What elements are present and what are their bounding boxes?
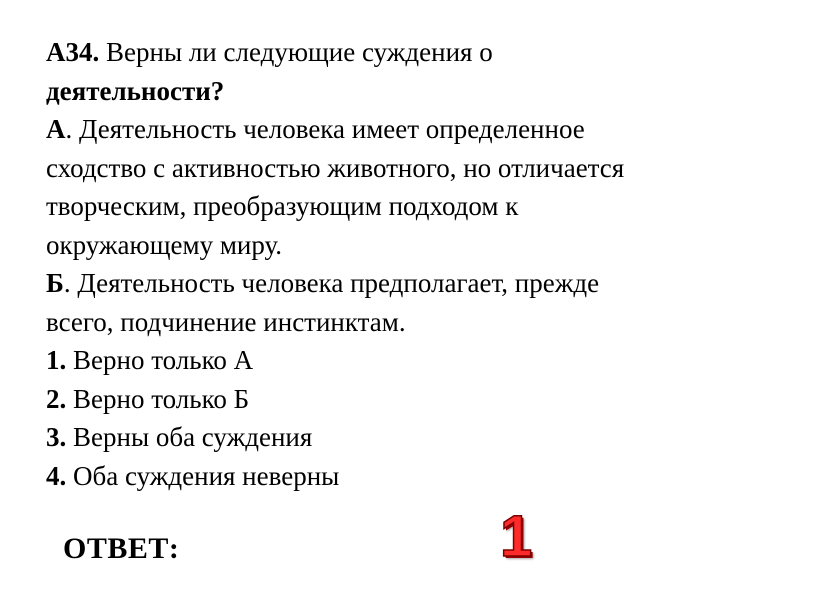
option-number: 2.	[46, 383, 67, 414]
option-4	[46, 457, 786, 496]
statement-a	[46, 110, 786, 264]
option-text: Оба суждения неверны	[66, 460, 340, 491]
option-number: 3.	[46, 422, 67, 452]
option-1	[46, 341, 786, 380]
statement-a-line4: окружающему миру.	[46, 229, 283, 260]
question-title	[46, 33, 786, 72]
statement-a-line1: . Деятельность человека имеет определенное	[65, 114, 585, 144]
option-2	[46, 380, 786, 419]
statement-a-label: А	[46, 114, 66, 144]
statement-a-line2: сходство с активностью животного, но отличается	[46, 152, 625, 183]
option-number: 4.	[46, 460, 67, 491]
answer-label: ОТВЕТ:	[63, 532, 180, 565]
question-text: Верны ли следующие суждения о	[99, 37, 493, 67]
question-subject	[46, 72, 786, 111]
option-3	[46, 418, 786, 457]
question-subject-text: деятельности?	[46, 75, 225, 106]
option-text: Верно только А	[66, 345, 254, 375]
answer-options	[46, 341, 786, 495]
statement-b	[46, 264, 786, 341]
option-text: Верны оба суждения	[66, 422, 313, 452]
question-block	[46, 33, 786, 495]
answer-value: 1	[500, 504, 533, 569]
statement-b-line2: всего, подчинение инстинктам.	[46, 306, 406, 337]
statement-a-line3: творческим, преобразующим подходом к	[46, 191, 519, 221]
statement-b-label: Б	[46, 268, 64, 298]
option-text: Верно только Б	[66, 383, 250, 414]
option-number: 1.	[46, 345, 67, 375]
statement-b-line1: . Деятельность человека предполагает, прежде	[63, 268, 600, 298]
question-number: А34.	[46, 37, 100, 67]
